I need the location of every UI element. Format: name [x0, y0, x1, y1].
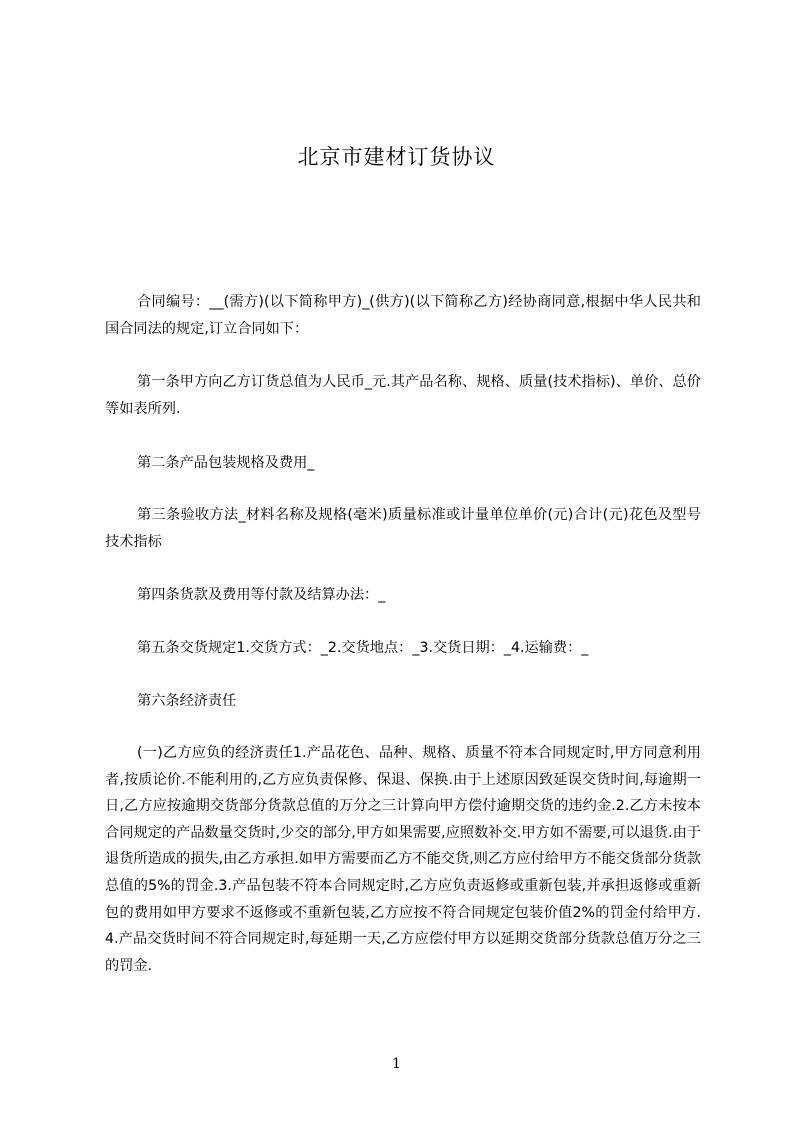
intro-paragraph: 合同编号：__(需方)(以下简称甲方)_(供方)(以下简称乙方)经协商同意,根据中华人民共和国合同法的规定,订立合同如下：	[105, 294, 701, 337]
article-4-paragraph: 第四条货款及费用等付款及结算办法：_	[137, 587, 386, 603]
article-1-paragraph: 第一条甲方向乙方订货总值为人民币_元.其产品名称、规格、质量(技术指标)、单价、总价等如表所列.	[105, 374, 701, 417]
article-3-paragraph: 第三条验收方法_材料名称及规格(毫米)质量标准或计量单位单价(元)合计(元)花色及型号技术指标	[105, 507, 701, 550]
article-6-heading: 第六条经济责任	[137, 693, 237, 709]
document-title: 北京市建材订货协议	[297, 145, 496, 169]
article-6-clause-1-paragraph: (一)乙方应负的经济责任1.产品花色、品种、规格、质量不符本合同规定时,甲方同意利用者,按质论价.不能利用的,乙方应负责保修、保退、保换.由于上述原因致延误交货时间,每逾期一日,乙方应按逾期交货部分货款总值的万分之三计算向甲方偿付逾期交货的违约金.2.乙方未按本合同规定的产品数量交货时,少交的部分,甲方如果需要,应照数补交.甲方如不需要,可以退货.由于退货所造成的损失,由乙方承担.如甲方需要而乙方不能交货,则乙方应付给甲方不能交货部分货款总值的5%的罚金.3.产品包装不符本合同规定时,乙方应负责返修或重新包装,并承担返修或重新包的费用如甲方要求不返修或不重新包装,乙方应按不符合同规定包装价值2%的罚金付给甲方.4.产品交货时间不符合同规定时,每延期一天,乙方应偿付甲方以延期交货部分货款总值万分之三的罚金.	[105, 745, 701, 974]
page-number: 1	[392, 1056, 401, 1072]
article-5-paragraph: 第五条交货规定1.交货方式：_2.交货地点：_3.交货日期：_4.运输费：_	[137, 640, 589, 656]
article-2-paragraph: 第二条产品包装规格及费用_	[137, 455, 315, 471]
